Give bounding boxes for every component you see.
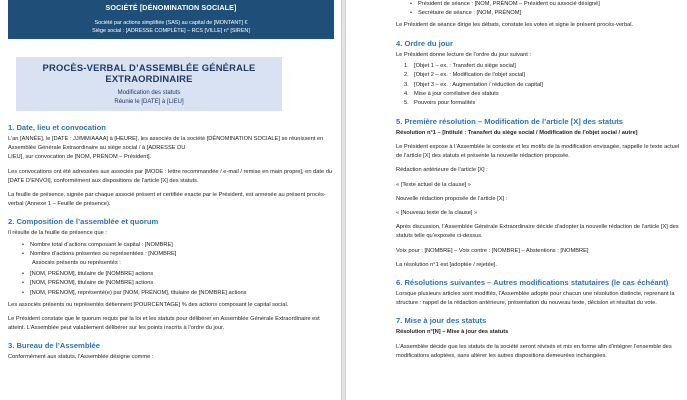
section-heading: 2. Composition de l’assemblée et quorum: [8, 217, 159, 227]
list-item: • Nombre total d’actions composant le capital : [NOMBRE]: [32, 241, 334, 250]
section-heading: 7. Mise à jour des statuts: [396, 316, 487, 326]
bullet-list: [420, 0, 681, 18]
paragraph: La feuille de présence, signée par chaque associé présent et certifiée exacte par le Président, est annexée au présent procès-verbal (Annexe 1 – Feuille de présence).: [8, 192, 326, 208]
paragraph: Le Président donne lecture de l’ordre du jour suivant :: [396, 51, 532, 58]
section-heading: 3. Bureau de l’Assemblée: [8, 341, 101, 351]
company-name: SOCIÉTÉ [DÉNOMINATION SOCIALE]: [105, 3, 237, 12]
paragraph: Le Président de séance dirige les débats, constate les votes et signe le présent procès-verbal.: [396, 22, 634, 29]
section-heading: 6. Résolutions suivantes – Autres modifications statutaires (le cas échéant): [396, 278, 669, 288]
list-item: • Secrétaire de séance : [NOM, PRÉNOM]: [420, 9, 681, 18]
agenda-item: 5. Pouvoirs pour formalités: [404, 100, 476, 107]
section-heading: 5. Première résolution – Modification de l’article [X] des statuts: [396, 116, 624, 126]
paragraph: Nouvelle rédaction proposée de l’article [X] :: [396, 195, 508, 202]
title-block: [16, 57, 282, 111]
company-form: Société par actions simplifiée (SAS) au capital de [MONTANT] €: [94, 20, 248, 26]
paragraph: Le Président expose à l’Assemblée le contexte et les motifs de la modification envisagée, rappelle le texte actuel de l’article [X] des statuts et présente la nouvelle rédaction proposée.: [396, 144, 680, 160]
paragraph: Les associés présents ou représentés détiennent [POURCENTAGE] % des actions composant le capital social.: [8, 301, 289, 308]
list-item: • [NOM, PRÉNOM], titulaire de [NOMBRE] actions: [32, 270, 334, 279]
meeting-info: Réunie le [DATE] à [LIEU]: [114, 99, 184, 105]
section-heading: 4. Ordre du jour: [396, 38, 453, 48]
paragraph: Après discussion, l’Assemblée Générale Extraordinaire décide d’adopter la nouvelle rédaction de l’article [X] des statuts telle qu’exposée ci-dessus.: [396, 224, 679, 240]
paragraph: Associés présents ou représentés :: [32, 260, 121, 267]
list-item: • Président de séance : [NOM, PRÉNOM – Président ou associé désigné]: [420, 0, 681, 9]
list-item: • [NOM, PRÉNOM], titulaire de [NOMBRE] actions: [32, 279, 334, 288]
agenda-item: 1. [Objet 1 – ex. : Transfert du siège social]: [404, 62, 516, 69]
bullet-list: [32, 241, 334, 259]
paragraph: « [Texte actuel de la clause] »: [396, 181, 471, 188]
resolution-title: Résolution n°[N] – Mise à jour des statuts: [396, 329, 509, 336]
paragraph: Rédaction antérieure de l’article [X] :: [396, 167, 488, 174]
bullet-list: [32, 270, 334, 298]
list-item: • Nombre d’actions présentes ou représentées : [NOMBRE]: [32, 250, 334, 259]
document-page-right: [346, 0, 687, 400]
paragraph: Il résulte de la feuille de présence que :: [8, 230, 107, 237]
paragraph: L’an [ANNÉE], le [DATE : JJ/MM/AAAA] à [HEURE], les associés de la société [DÉNOMINATION SOCIALE] se réunissent en Assemblée Générale Extraordinaire au siège social / à [ADRESSE DU: [8, 136, 324, 152]
document-page-left: [0, 0, 341, 400]
section-heading: 1. Date, lieu et convocation: [8, 123, 106, 132]
agenda-list: [404, 62, 681, 109]
left-content: [8, 123, 334, 363]
vote-result: Voix pour : [NOMBRE] – Voix contre : [NOMBRE] – Abstentions : [NOMBRE]: [396, 247, 589, 254]
paragraph: « [Nouveau texte de la clause] »: [396, 210, 478, 217]
highlighted-text: LIEU], sur convocation de [NOM, PRÉNOM – Président].: [8, 154, 152, 161]
document-title: PROCÈS-VERBAL D’ASSEMBLÉE GÉNÉRALE EXTRAORDINAIRE: [42, 62, 256, 84]
resolution-title: Résolution n°1 – [Intitulé : Transfert du siège social / Modification de l’objet social / autre]: [396, 129, 638, 136]
document-subtitle: Modification des statuts: [117, 90, 181, 96]
paragraph: Conformément aux statuts, l’Assemblée désigne comme :: [8, 354, 154, 361]
agenda-item: 4. Mise à jour corrélative des statuts: [404, 91, 499, 98]
paragraph: Le Président constate que le quorum requis par la loi et les statuts pour délibérer en Assemblée Générale Extraordinaire est atteint. L’Assemblée peut valablement délibérer sur les points inscrits à l’ordre du jour.: [8, 316, 320, 332]
list-item: • [NOM, PRÉNOM], représenté(e) par [NOM, PRÉNOM], titulaire de [NOMBRE] actions: [32, 289, 334, 298]
paragraph: Les convocations ont été adressées aux associés par [MODE : lettre recommandée / e-mail / remise en main propre], en date du [DATE D’ENVOI], conformément aux dispositions de l’article [X] des statuts.: [8, 168, 333, 184]
company-seat: Siège social : [ADRESSE COMPLÈTE] – RCS [VILLE] n° [SIREN]: [92, 28, 250, 34]
company-header: [8, 0, 334, 39]
agenda-item: 3. [Objet 3 – ex. : Augmentation / réduction de capital]: [404, 81, 543, 88]
paragraph: L’Assemblée décide que les statuts de la société seront révisés et mis en forme afin d’intégrer l’ensemble des modifications adoptées, sans altérer les autres dispositions demeurées inchangées.: [396, 343, 672, 359]
paragraph: La résolution n°1 est [adoptée / rejetée].: [396, 261, 497, 268]
agenda-item: 2. [Objet 2 – ex. : Modification de l’objet social]: [404, 72, 525, 79]
paragraph: Lorsque plusieurs articles sont modifiés, l’Assemblée adopte pour chacun une résolution distincte, reprenant la structure : rappel de la rédaction antérieure, présentation du nouveau texte, décision et résultat du vote.: [396, 291, 675, 307]
